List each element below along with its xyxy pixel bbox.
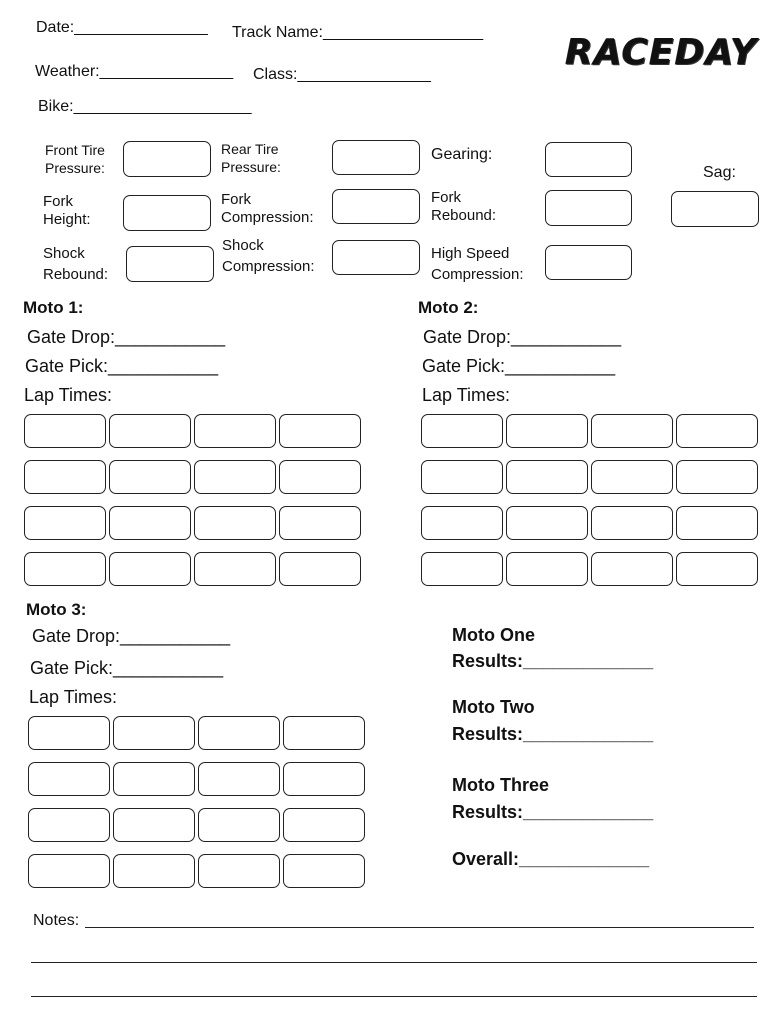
raceday-logo: RACEDAY bbox=[565, 32, 758, 73]
moto-1-lap-time-box[interactable] bbox=[279, 552, 361, 586]
moto-2-lap-time-box[interactable] bbox=[506, 460, 588, 494]
shock-compression-box[interactable] bbox=[332, 240, 420, 275]
moto-three-results-title: Moto Three bbox=[452, 775, 549, 795]
moto-2-gate-pick[interactable]: Gate Pick:___________ bbox=[422, 356, 616, 376]
shock-rebound-box[interactable] bbox=[126, 246, 214, 282]
notes-line-1[interactable] bbox=[85, 927, 754, 928]
shock-rebound-label: Shock Rebound: bbox=[43, 245, 109, 283]
moto-2-gate-drop[interactable]: Gate Drop:___________ bbox=[423, 327, 622, 347]
moto-1-lap-time-box[interactable] bbox=[279, 460, 361, 494]
gearing-box[interactable] bbox=[545, 142, 632, 177]
moto-3-lap-time-box[interactable] bbox=[198, 716, 280, 750]
front-tire-pressure-label: Front Tire Pressure: bbox=[45, 142, 105, 176]
moto-2-lap-time-box[interactable] bbox=[421, 552, 503, 586]
moto-1-lap-time-box[interactable] bbox=[194, 460, 276, 494]
moto-3-lap-time-box[interactable] bbox=[28, 854, 110, 888]
class-field[interactable]: Class:_______________ bbox=[253, 66, 431, 83]
moto-three-results-field[interactable]: Results:_____________ bbox=[452, 802, 654, 822]
moto-2-lap-time-box[interactable] bbox=[591, 414, 673, 448]
notes-line-2[interactable] bbox=[31, 962, 757, 963]
moto-3-lap-time-box[interactable] bbox=[283, 854, 365, 888]
moto-3-title: Moto 3: bbox=[26, 600, 87, 619]
moto-1-lap-time-box[interactable] bbox=[24, 414, 106, 448]
moto-2-lap-time-box[interactable] bbox=[591, 552, 673, 586]
moto-1-gate-drop[interactable]: Gate Drop:___________ bbox=[27, 327, 226, 347]
moto-2-lap-time-box[interactable] bbox=[676, 552, 758, 586]
moto-3-lap-time-box[interactable] bbox=[28, 762, 110, 796]
moto-1-lap-time-box[interactable] bbox=[24, 460, 106, 494]
moto-2-lap-time-box[interactable] bbox=[506, 506, 588, 540]
moto-2-lap-time-box[interactable] bbox=[676, 460, 758, 494]
moto-1-lap-time-box[interactable] bbox=[194, 506, 276, 540]
moto-2-title: Moto 2: bbox=[418, 298, 479, 317]
moto-2-lap-time-box[interactable] bbox=[676, 414, 758, 448]
fork-height-label: Fork Height: bbox=[43, 193, 91, 228]
date-field[interactable]: Date:_______________ bbox=[36, 19, 208, 36]
moto-1-lap-times-label: Lap Times: bbox=[24, 385, 113, 405]
moto-1-lap-time-box[interactable] bbox=[24, 506, 106, 540]
fork-compression-label: Fork Compression: bbox=[221, 191, 314, 226]
shock-compression-label: Shock Compression: bbox=[222, 237, 315, 275]
front-tire-pressure-box[interactable] bbox=[123, 141, 211, 177]
moto-1-lap-time-box[interactable] bbox=[194, 414, 276, 448]
moto-1-lap-time-box[interactable] bbox=[109, 414, 191, 448]
moto-1-lap-time-box[interactable] bbox=[194, 552, 276, 586]
moto-3-lap-time-box[interactable] bbox=[283, 716, 365, 750]
moto-1-lap-time-box[interactable] bbox=[109, 460, 191, 494]
moto-3-lap-times-label: Lap Times: bbox=[29, 687, 118, 707]
moto-3-gate-drop[interactable]: Gate Drop:___________ bbox=[32, 626, 231, 646]
gearing-label: Gearing: bbox=[431, 146, 493, 163]
high-speed-compression-label: High Speed Compression: bbox=[431, 245, 524, 283]
rear-tire-pressure-label: Rear Tire Pressure: bbox=[221, 141, 281, 175]
moto-3-lap-time-box[interactable] bbox=[28, 808, 110, 842]
moto-1-lap-time-box[interactable] bbox=[24, 552, 106, 586]
moto-1-lap-time-box[interactable] bbox=[279, 414, 361, 448]
fork-rebound-box[interactable] bbox=[545, 190, 632, 226]
bike-field[interactable]: Bike:____________________ bbox=[38, 98, 252, 115]
moto-2-lap-time-box[interactable] bbox=[506, 552, 588, 586]
moto-3-lap-time-box[interactable] bbox=[113, 808, 195, 842]
sag-box[interactable] bbox=[671, 191, 759, 227]
moto-3-lap-time-box[interactable] bbox=[113, 762, 195, 796]
moto-2-lap-time-box[interactable] bbox=[676, 506, 758, 540]
moto-2-lap-time-box[interactable] bbox=[421, 414, 503, 448]
moto-2-lap-time-box[interactable] bbox=[506, 414, 588, 448]
moto-2-lap-time-box[interactable] bbox=[591, 506, 673, 540]
moto-3-gate-pick[interactable]: Gate Pick:___________ bbox=[30, 658, 224, 678]
moto-3-lap-time-box[interactable] bbox=[198, 854, 280, 888]
moto-1-gate-pick[interactable]: Gate Pick:___________ bbox=[25, 356, 219, 376]
moto-3-lap-time-box[interactable] bbox=[283, 808, 365, 842]
moto-1-lap-time-box[interactable] bbox=[109, 506, 191, 540]
notes-line-3[interactable] bbox=[31, 996, 757, 997]
moto-1-lap-time-box[interactable] bbox=[109, 552, 191, 586]
overall-results-field[interactable]: Overall:_____________ bbox=[452, 849, 650, 869]
moto-2-lap-time-box[interactable] bbox=[421, 460, 503, 494]
moto-3-lap-time-box[interactable] bbox=[283, 762, 365, 796]
moto-two-results-field[interactable]: Results:_____________ bbox=[452, 724, 654, 744]
weather-field[interactable]: Weather:_______________ bbox=[35, 63, 234, 80]
high-speed-compression-box[interactable] bbox=[545, 245, 632, 280]
sag-label: Sag: bbox=[703, 164, 736, 181]
moto-one-results-field[interactable]: Results:_____________ bbox=[452, 651, 654, 671]
rear-tire-pressure-box[interactable] bbox=[332, 140, 420, 175]
moto-3-lap-time-box[interactable] bbox=[28, 716, 110, 750]
track-name-field[interactable]: Track Name:__________________ bbox=[232, 24, 484, 41]
moto-3-lap-time-box[interactable] bbox=[198, 808, 280, 842]
moto-3-lap-time-box[interactable] bbox=[113, 854, 195, 888]
fork-height-box[interactable] bbox=[123, 195, 211, 231]
moto-2-lap-time-box[interactable] bbox=[591, 460, 673, 494]
moto-3-lap-time-box[interactable] bbox=[113, 716, 195, 750]
moto-one-results-title: Moto One bbox=[452, 625, 535, 645]
moto-two-results-title: Moto Two bbox=[452, 697, 535, 717]
moto-1-title: Moto 1: bbox=[23, 298, 84, 317]
fork-rebound-label: Fork Rebound: bbox=[431, 189, 497, 224]
moto-1-lap-time-box[interactable] bbox=[279, 506, 361, 540]
moto-2-lap-time-box[interactable] bbox=[421, 506, 503, 540]
notes-label: Notes: bbox=[33, 912, 80, 929]
moto-3-lap-time-box[interactable] bbox=[198, 762, 280, 796]
fork-compression-box[interactable] bbox=[332, 189, 420, 224]
moto-2-lap-times-label: Lap Times: bbox=[422, 385, 511, 405]
